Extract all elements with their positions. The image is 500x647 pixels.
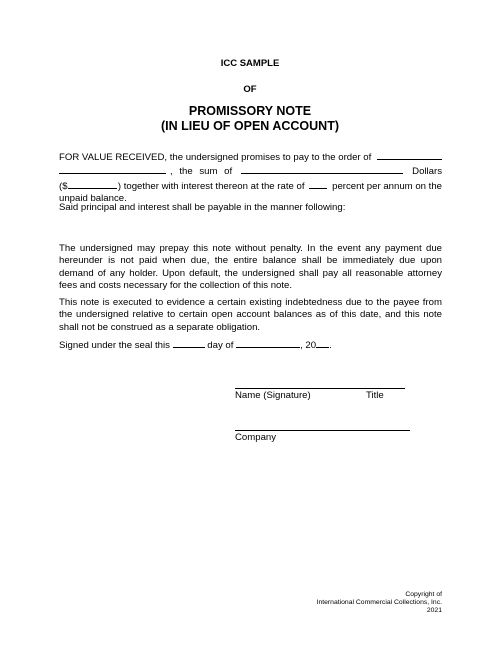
payee-blank: [377, 150, 442, 160]
month-blank: [236, 338, 300, 348]
p5-text-a: Signed under the seal this: [59, 340, 170, 351]
paragraph-signed-seal: [59, 338, 442, 352]
copyright-line-1: Copyright of: [405, 591, 442, 598]
rate-blank: [309, 179, 327, 189]
p5-text-c: , 20: [300, 340, 317, 351]
paragraph-payable-manner: Said principal and interest shall be payable in the manner following:: [59, 202, 346, 213]
p1-text-b: , the sum of: [170, 166, 233, 178]
company-line: [235, 430, 410, 431]
day-blank: [173, 338, 205, 348]
paragraph-prepay: The undersigned may prepay this note without penalty. In the event any payment due hereunder is not paid when due, the entire balance shall be immediately due upon demand of any holder. Upon default, the undersigned shall pay all reasonable attorney fees and costs necessary for the collection of this note.: [59, 243, 442, 291]
header-sample: ICC SAMPLE: [220, 58, 280, 69]
p1-text-c2: ) together with interest thereon at the rate of: [117, 180, 305, 192]
copyright-line-2: International Commercial Collections, Inc.: [316, 599, 442, 606]
signature-title-label: Title: [366, 390, 384, 401]
copyright-year: 2021: [426, 607, 442, 614]
document-title: PROMISSORY NOTE: [188, 104, 312, 118]
p1-line2: [59, 164, 442, 178]
payee-blank-2: [59, 164, 166, 174]
p5-text-d: .: [329, 340, 332, 351]
header-of: OF: [243, 84, 257, 95]
signature-line: [235, 388, 405, 389]
p1-text-c1: ($: [59, 180, 68, 192]
p5-text-b: day of: [207, 340, 234, 351]
p5-line: [59, 338, 442, 352]
amount-blank: [68, 179, 117, 189]
p1-text-a: FOR VALUE RECEIVED, the undersigned promises to pay to the order of: [59, 152, 372, 163]
sum-blank: [241, 164, 403, 174]
p1-dollars: Dollars: [412, 166, 442, 178]
paragraph-indebtedness: This note is executed to evidence a certain existing indebtedness due to the payee from the undersigned relative to certain open account balances as of this date, and this note shall not be construed as a separate obligation.: [59, 297, 442, 333]
p1-text-c3: percent per annum on the: [332, 180, 442, 192]
p1-text-d: unpaid balance.: [59, 192, 127, 204]
company-label: Company: [235, 432, 277, 443]
year-blank: [316, 338, 329, 348]
p1-line3: [59, 179, 442, 193]
p1-line1: [59, 150, 442, 164]
paragraph-value-received: [59, 150, 442, 205]
document-subtitle: (IN LIEU OF OPEN ACCOUNT): [160, 119, 339, 133]
signature-name-label: Name (Signature): [235, 390, 311, 401]
